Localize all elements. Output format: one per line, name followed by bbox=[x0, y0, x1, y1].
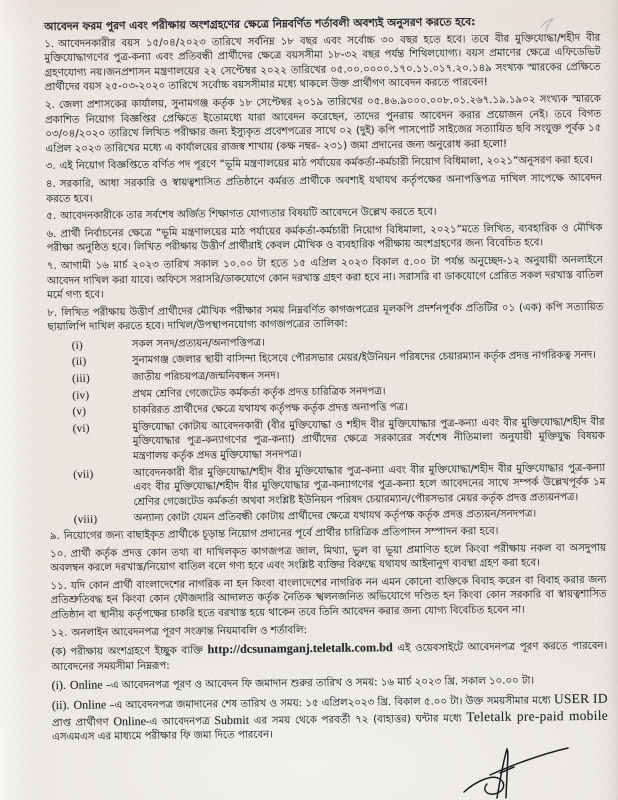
rule-text: পরীক্ষায় অংশগ্রহণে ইচ্ছুক ব্যক্তি bbox=[70, 645, 208, 658]
term-number: ৯. bbox=[49, 530, 60, 542]
term-number: ৫. bbox=[46, 211, 57, 223]
application-website-url: http://dcsunamganj.teletalk.com.bd bbox=[207, 640, 393, 657]
document-item-text: সুনামগঞ্জ জেলার স্থায়ী বাসিন্দা হিসেবে পৌরসভার মেয়র/ইউনিয়ন পরিষদের চেয়ারম্যান কর্তৃক প্রদত্ত নাগরিকত্ব সনদ। bbox=[131, 350, 596, 367]
rule-online-end bbox=[52, 692, 609, 746]
rule-online-start bbox=[51, 672, 607, 695]
rule-text: –এ আবেদনপত্র জমাদানের শেষ তারিখ ও সময়: ১৫ এপ্রিল২০২৩ খ্রি. বিকাল ৫.০০ টা। উক্ত সময়সীমার মধ্যে bbox=[106, 695, 554, 712]
rule-text: এসএমএস এর মাধ্যমে পরীক্ষার ফি জমা দিতে পারবেন। bbox=[52, 729, 273, 744]
rule-text: এর সময় থেকে পরবর্তী ৭২ (বাহাত্তর) ঘন্টার মধ্যে bbox=[248, 712, 467, 727]
term-text: যদি কোন প্রার্থী বাংলাদেশের নাগরিক না হন কিংবা বাংলাদেশের নাগরিক নন এমন কোনো ব্যক্তিকে বিবাহ করেন বা বিবাহ করার জন্য প্রতিশ্রুতিবদ্ধ হন কিংবা কোন ফৌজদারি আদালত কর্তৃক নৈতিক স্খলনজনিত অভিযোগে দণ্ডিত হন কিংবা কোন সরকারি বা স্বায়ত্বশাসিত প্রতিষ্ঠান বা স্থানীয় কর্তৃপক্ষের চাকরি হতে বরখাস্ত হয়ে থাকেন তবে তিনি আবেদন করার জন্য যোগ্য বিবেচিত হবেন না। bbox=[50, 574, 607, 621]
signature-icon bbox=[460, 742, 572, 800]
document-list-item-7 bbox=[73, 461, 605, 511]
term-number: ১২. bbox=[50, 627, 68, 639]
rule-label: (i). bbox=[51, 678, 66, 693]
term-number: ১০. bbox=[49, 548, 67, 560]
document-list-item-6 bbox=[73, 416, 605, 466]
teletalk-word: Teletalk pre-paid mobile bbox=[466, 707, 609, 724]
submit-word: Submit bbox=[214, 712, 250, 727]
term-number: ১. bbox=[44, 38, 55, 50]
document-item-text: সকল সনদ/প্রত্যয়ন/অনাপত্তিপত্র। bbox=[131, 337, 265, 350]
term-1 bbox=[44, 31, 601, 96]
roman-label: (v) bbox=[72, 405, 87, 418]
document-item-text: প্রথম শ্রেণির গেজেটেড কর্মকর্তা কর্তৃক প্রদত্ত চারিত্রিক সনদপত্র। bbox=[132, 385, 386, 400]
term-6 bbox=[46, 221, 602, 256]
term-number: ৮. bbox=[47, 307, 58, 319]
document-item-text: মুক্তিযোদ্ধা কোটায় আবেদনকারী (বীর মুক্তিযোদ্ধা ও শহীদ বীর মুক্তিযোদ্ধার পুত্র-কন্যা এবং বীর মুক্তিযোদ্ধা/শহীদ বীর মুক্তিযোদ্ধার পুত্র-কন্যাগণের পুত্র-কন্যা) প্রার্থীদের ক্ষেত্রে সরকারের সর্বশেষ নীতিমালা অনুযায়ী মুক্তিযুদ্ধ বিষয়ক মন্ত্রণালয় কর্তৃক প্রদত্ত মুক্তিযোদ্ধা সনদপত্র। bbox=[132, 416, 605, 463]
rule-label: (ii). bbox=[51, 697, 70, 712]
term-text: আবেদনকারীকে তার সর্বশেষ অর্জিত শিক্ষাগত যোগ্যতার বিষয়টি আবেদনে উল্লেখ করতে হবে। bbox=[60, 206, 437, 222]
document-item-text: জাতীয় পরিচয়পত্র/জন্মনিবন্ধন সনদ। bbox=[131, 370, 280, 384]
online-word: Online bbox=[69, 677, 103, 693]
roman-label: (iv) bbox=[72, 389, 90, 402]
term-number: ৭. bbox=[46, 260, 57, 272]
roman-label: (viii) bbox=[73, 513, 98, 527]
rule-ka bbox=[51, 638, 607, 675]
term-10 bbox=[50, 541, 606, 576]
roman-label: (iii) bbox=[72, 372, 90, 385]
online-word: Online bbox=[73, 697, 107, 712]
document-item-text: অন্যান্য কোটা যেমন প্রতিবন্ধী কোটায় প্রার্থীদের ক্ষেত্রে যথাযথ কর্তৃপক্ষ কর্তৃক প্রদত্ত প্রত্যয়ন/সনদপত্র। bbox=[133, 508, 537, 525]
term-number: ৬. bbox=[46, 228, 57, 240]
term-text: সরকারি, আধা সরকারি ও স্বায়ত্বশাসিত প্রতিষ্ঠানে কর্মরত প্রার্থীকে অবশ্যই যথাযথ কর্তৃপক্ষের অনাপত্তিপত্র দাখিল সাপেক্ষে আবেদন করতে হবে। bbox=[45, 172, 602, 205]
term-text: জেলা প্রশাসকের কার্যালয়, সুনামগঞ্জ কর্তৃক ১৮ সেপ্টেম্বর ২০১৯ তারিখের ০৫.৪৬.৯০০০.০০৮.০১.২৬৭.১৯.১৯০২ সংখ্যক স্মারকে প্রকাশিত নিয়োগ বিজ্ঞপ্তির প্রেক্ষিতে ইতোমধ্যে যারা আবেদন করেছেন, তাদের পুনরায় আবেদন করার প্রয়োজন নেই। তবে বিগত ০৩/০৪/২০২০ তারিখে লিখিত পরীক্ষার জন্য ইস্যুকৃত প্রবেশপত্রের সাথে ০২ (দুই) কপি পাসপোর্ট সাইজের সত্যায়িত ছবি সংযুক্ত পূর্বক ১৫ এপ্রিল ২০২৩ তারিখের মধ্যে এ কার্যালয়ের রাজস্ব শাখায় (কক্ষ নম্বর- ২৩১) জমা প্রদানের জন্য অনুরোধ করা হলো! bbox=[45, 93, 602, 155]
rule-text: প্রাপ্ত প্রার্থীগণ bbox=[51, 716, 114, 729]
term-text: আবেদনকারীর বয়স ১৫/০৪/২০২৩ তারিখে সর্বনিম্ন ১৮ বছর এবং সর্বোচ্চ ৩০ বছর হতে হবে। তবে বীর মুক্তিযোদ্ধা/শহীদ বীর মুক্তিযোদ্ধাগণের পুত্র-কন্যা এবং প্রতিবন্ধী প্রার্থীদের ক্ষেত্রে বয়সসীমা ১৮-৩২ বছর পর্যন্ত শিথিলযোগ্য। বয়স প্রমাণের ক্ষেত্রে এফিডেভিট গ্রহণযোগ্য নয়।জনপ্রশাসন মন্ত্রণালয়ের ২২ সেপ্টেম্বর ২০২২ তারিখের ০৫.০০.০০০০.১৭০.১১.০১৭.২০.১৪৯ সংখ্যক স্মারকের প্রেক্ষিতে প্রার্থীদের বয়স ২৫-০৩-২০২০ তারিখে সর্বোচ্চ বয়সসীমার মধ্যে থাকলে উক্ত প্রার্থীগণ আবেদন করতে পারবেন! bbox=[44, 32, 601, 94]
term-number: ৪. bbox=[45, 178, 56, 190]
page-title: আবেদন ফরম পুরণ এবং পরীক্ষায় অংশগ্রহণের ক্ষেত্রে নিম্নবর্ণিত শর্তাবলী অবশ্যই অনুসরণ করতে হবে: bbox=[44, 15, 476, 33]
term-text: নিয়োগের জন্য বাছাইকৃত প্রার্থীকে চূড়ান্ত নিয়োগ প্রদানের পূর্বে প্রার্থীর চারিত্রিক প্রতিপাদন সম্পাদন করা হবে। bbox=[63, 525, 499, 542]
roman-label: (ii) bbox=[71, 356, 87, 369]
document-item-text: চাকরিরত প্রার্থীদের ক্ষেত্রে যথাযথ কর্তৃপক্ষ কর্তৃক প্রদত্ত অনাপত্তি পত্র। bbox=[132, 402, 408, 417]
term-number: ২. bbox=[44, 99, 55, 111]
term-text: অনলাইন আবেদনপত্র পূরণ সংক্রান্ত নিয়মাবলি ও শর্তাবলি: bbox=[71, 624, 308, 639]
roman-label: (i) bbox=[71, 339, 83, 352]
rule-text: এই ওয়েবসাইটে আবেদনপত্র পূরণ করতে পারবেন। আবেদনের সময়সীমা নিম্নরূপ: bbox=[51, 640, 608, 673]
rule-text: -এ আবেদনপত্র bbox=[145, 715, 215, 728]
term-text: প্রার্থী কর্তৃক প্রদত্ত কোন তথ্য বা দাখিলকৃত কাগজপত্র জাল, মিথ্যা, ভুল বা ভূয়া প্রমাণিত হলে কিংবা পরীক্ষায় নকল বা অসদুপায় অবলম্বন করলে দরখাস্ত/নিয়োগ বাতিল বলে গণ্য হবে এবং সংশ্লিষ্ট ব্যক্তির বিরুদ্ধে যথাযথ আইনানুগ ব্যবস্থা গ্রহণ করা হবে। bbox=[50, 542, 607, 575]
term-7 bbox=[47, 254, 603, 304]
rule-text: –এ আবেদনপত্র পূরণ ও আবেদন ফি জমাদান শুরুর তারিখ ও সময়: ১৬ মার্চ ২০২৩ খ্রি. সকাল ১০.০০ টা। bbox=[102, 675, 535, 692]
document-item-text: আবেদনকারী বীর মুক্তিযোদ্ধা/শহীদ বীর মুক্তিযোদ্ধার পুত্র-কন্যা এবং বীর মুক্তিযোদ্ধা/শহীদ বীর মুক্তিযোদ্ধার পুত্র-কন্যা এবং বীর মুক্তিযোদ্ধা/শহীদ বীর মুক্তিযোদ্ধার পুত্র-কন্যাগণের পুত্র-কন্যা হলে আবেদনের সাথে সম্পর্ক উল্লেখপূর্বক ১ম শ্রেণির গেজেটেড কর্মকর্তা অথবা সংশ্লিষ্ট ইউনিয়ন পরিষদ চেয়ারম্যান/পৌরসভার মেয়র কর্তৃক প্রদত্ত প্রত্যয়নপত্র। bbox=[133, 462, 606, 508]
rule-label: (ক) bbox=[51, 646, 67, 659]
term-11 bbox=[50, 573, 606, 623]
term-text: লিখিত পরীক্ষায় উত্তীর্ণ প্রার্থীদের মৌখিক পরীক্ষার সময় নিম্নবর্ণিত কাগজপত্রের মূলকপি প্রদর্শনপূর্বক প্রতিটির ০১ (এক) কপি সত্যায়িত ছায়ালিপি দাখিল করতে হবে। দাখিল/উপস্থাপনযোগ্য কাগজপত্রের তালিকা: bbox=[47, 301, 604, 334]
term-number: ৩. bbox=[45, 161, 56, 173]
term-4 bbox=[46, 172, 602, 207]
roman-label: (vii) bbox=[73, 468, 94, 481]
term-8 bbox=[47, 300, 603, 335]
term-text: এই নিয়োগ বিজ্ঞপ্তিতে বর্ণিত পদ পূরণে “ভূমি মন্ত্রণালয়ের মাঠ পর্যায়ের কর্মকর্তা-কর্মচারী নিয়োগ বিধিমালা, ২০২১”অনুসরণ করা হবে। bbox=[59, 155, 593, 173]
term-number: ১১. bbox=[50, 580, 67, 592]
term-text: আগামী ১৬ মার্চ ২০২৩ তারিখ সকাল ১০.০০ টা হতে ১৫ এপ্রিল ২০২৩ বিকাল ৫.০০ টা পর্যন্ত অনুচ্ছেদ-১২ অনুযায়ী অনলাইনে আবেদন দাখিল করা যাবে। অফিসে সরাসরি/ডাকযোগে কোন দরখাস্ত গ্রহণ করা হবে না। সরাসরি বা ডাকযোগে প্রেরিত সকল দরখাস্ত বাতিল মর্মে গণ্য হবে। bbox=[46, 254, 603, 302]
roman-label: (vi) bbox=[72, 422, 90, 435]
notice-body bbox=[44, 14, 608, 749]
online-word: Online bbox=[113, 713, 147, 728]
user-id-word: USER ID bbox=[553, 690, 608, 707]
term-2 bbox=[45, 93, 602, 158]
term-text: প্রার্থী নির্বাচনের ক্ষেত্রে “ভূমি মন্ত্রণালয়ের মাঠ পর্যায়ের কর্মকর্তা-কর্মচারী নিয়োগ বিধিমালা, ২০২১”মতে লিখিত, ব্যবহারিক ও মৌখিক পরীক্ষা অনুষ্ঠিত হবে। লিখিত পরীক্ষায় উত্তীর্ণ প্রার্থীরাই কেবল মৌখিক ও ব্যবহারিক পরীক্ষায় অংশগ্রহণের জন্য বিবেচিত হবে। bbox=[46, 222, 603, 255]
